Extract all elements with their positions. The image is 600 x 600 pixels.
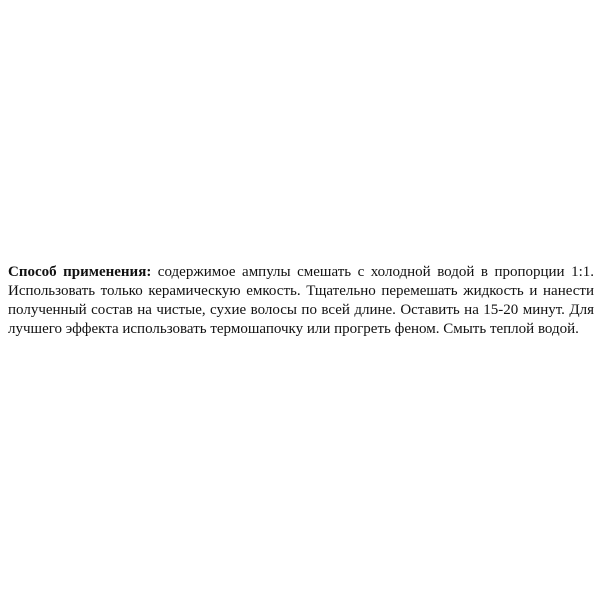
usage-label: Способ применения: xyxy=(8,264,152,280)
usage-text: содержимое ампулы смешать с холодной водой в пропорции 1:1. Использовать только керамическую емкость. Тщательно перемешать жидкость и нанести полученный состав на чистые, сухие волосы по всей длине. Оставить на 15-20 минут. Для лучшего эффекта использовать термошапочку или прогреть феном. Смыть теплой водой. xyxy=(8,264,594,337)
usage-instructions xyxy=(8,263,594,339)
